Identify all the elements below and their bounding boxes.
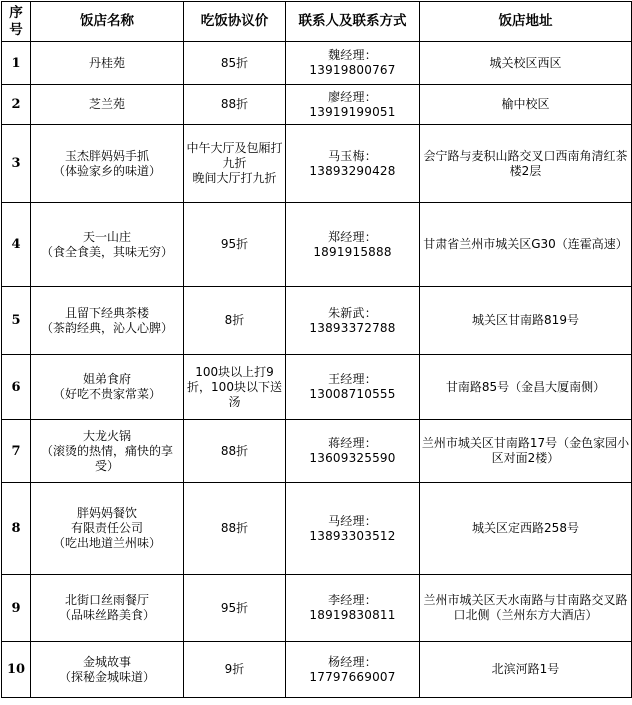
table-row bbox=[2, 642, 632, 698]
restaurant-name: 且留下经典茶楼 （茶韵经典，沁人心脾） bbox=[31, 287, 184, 355]
restaurant-name: 芝兰苑 bbox=[31, 85, 184, 125]
restaurant-name: 胖妈妈餐饮 有限责任公司 （吃出地道兰州味） bbox=[31, 483, 184, 575]
contact-info: 廖经理： 13919199051 bbox=[286, 85, 420, 125]
contact-info: 马玉梅： 13893290428 bbox=[286, 125, 420, 203]
restaurant-address: 兰州市城关区甘南路17号（金色家园小区对面2楼） bbox=[420, 420, 632, 483]
contact-info: 王经理： 13008710555 bbox=[286, 355, 420, 420]
restaurant-address: 榆中校区 bbox=[420, 85, 632, 125]
row-index: 7 bbox=[2, 420, 31, 483]
contact-info: 杨经理： 17797669007 bbox=[286, 642, 420, 698]
restaurant-name: 北街口丝雨餐厅 （品味丝路美食） bbox=[31, 575, 184, 642]
agreed-price: 100块以上打9折，100块以下送汤 bbox=[184, 355, 286, 420]
header-address: 饭店地址 bbox=[420, 2, 632, 42]
restaurant-name: 玉杰胖妈妈手抓 （体验家乡的味道） bbox=[31, 125, 184, 203]
header-contact: 联系人及联系方式 bbox=[286, 2, 420, 42]
table-row bbox=[2, 355, 632, 420]
row-index: 8 bbox=[2, 483, 31, 575]
header-index: 序号 bbox=[2, 2, 31, 42]
contact-info: 蒋经理： 13609325590 bbox=[286, 420, 420, 483]
row-index: 1 bbox=[2, 42, 31, 85]
table-row bbox=[2, 287, 632, 355]
restaurant-address: 城关校区西区 bbox=[420, 42, 632, 85]
restaurant-name: 大龙火锅 （滚烫的热情，痛快的享受） bbox=[31, 420, 184, 483]
row-index: 6 bbox=[2, 355, 31, 420]
table-row bbox=[2, 85, 632, 125]
agreed-price: 8折 bbox=[184, 287, 286, 355]
agreed-price: 85折 bbox=[184, 42, 286, 85]
agreed-price: 88折 bbox=[184, 483, 286, 575]
agreed-price: 9折 bbox=[184, 642, 286, 698]
table-row bbox=[2, 420, 632, 483]
agreed-price: 95折 bbox=[184, 203, 286, 287]
contact-info: 魏经理： 13919800767 bbox=[286, 42, 420, 85]
agreed-price: 88折 bbox=[184, 420, 286, 483]
table-row bbox=[2, 125, 632, 203]
table-row bbox=[2, 42, 632, 85]
row-index: 4 bbox=[2, 203, 31, 287]
table-row bbox=[2, 575, 632, 642]
agreed-price: 95折 bbox=[184, 575, 286, 642]
header-price: 吃饭协议价 bbox=[184, 2, 286, 42]
contact-info: 朱新武： 13893372788 bbox=[286, 287, 420, 355]
contact-info: 李经理： 18919830811 bbox=[286, 575, 420, 642]
restaurant-name: 丹桂苑 bbox=[31, 42, 184, 85]
agreed-price: 88折 bbox=[184, 85, 286, 125]
restaurant-address: 兰州市城关区天水南路与甘南路交叉路口北侧（兰州东方大酒店） bbox=[420, 575, 632, 642]
row-index: 9 bbox=[2, 575, 31, 642]
row-index: 10 bbox=[2, 642, 31, 698]
restaurant-name: 姐弟食府 （好吃不贵家常菜） bbox=[31, 355, 184, 420]
table-row bbox=[2, 203, 632, 287]
row-index: 3 bbox=[2, 125, 31, 203]
table-row bbox=[2, 483, 632, 575]
contact-info: 马经理： 13893303512 bbox=[286, 483, 420, 575]
agreed-price: 中午大厅及包厢打九折 晚间大厅打九折 bbox=[184, 125, 286, 203]
restaurant-name: 天一山庄 （食全食美，其味无穷） bbox=[31, 203, 184, 287]
header-row bbox=[2, 2, 632, 42]
restaurant-address: 北滨河路1号 bbox=[420, 642, 632, 698]
header-name: 饭店名称 bbox=[31, 2, 184, 42]
restaurant-address: 会宁路与麦积山路交叉口西南角清红茶楼2层 bbox=[420, 125, 632, 203]
restaurant-address: 甘南路85号（金昌大厦南侧） bbox=[420, 355, 632, 420]
restaurant-address: 城关区定西路258号 bbox=[420, 483, 632, 575]
row-index: 5 bbox=[2, 287, 31, 355]
contact-info: 郑经理： 1891915888 bbox=[286, 203, 420, 287]
restaurant-address: 城关区甘南路819号 bbox=[420, 287, 632, 355]
restaurant-address: 甘肃省兰州市城关区G30（连霍高速） bbox=[420, 203, 632, 287]
row-index: 2 bbox=[2, 85, 31, 125]
restaurant-name: 金城故事 （探秘金城味道） bbox=[31, 642, 184, 698]
restaurant-table bbox=[1, 1, 632, 698]
